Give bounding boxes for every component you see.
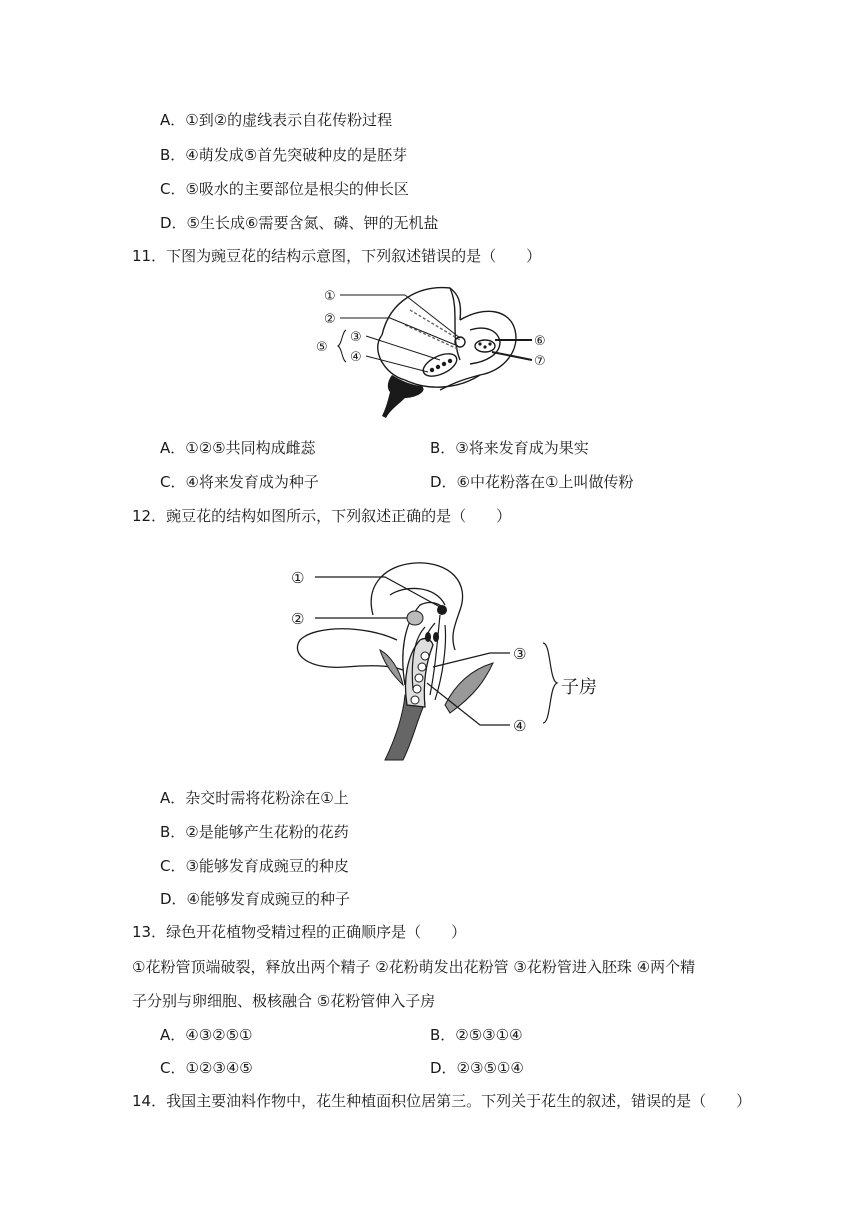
- q11-label-1: ①: [324, 289, 336, 304]
- q11-option-c: C．④将来发育成为种子: [160, 473, 319, 491]
- q11-label-6: ⑥: [534, 334, 546, 349]
- q12-option-c: C．③能够发育成豌豆的种皮: [160, 857, 349, 875]
- q11-option-a: A．①②⑤共同构成雌蕊: [160, 439, 316, 457]
- q11-label-3: ③: [350, 330, 362, 345]
- q10-option-c: C．⑤吸水的主要部位是根尖的伸长区: [160, 180, 409, 198]
- q12-label-1: ①: [291, 569, 305, 587]
- q12-option-b: B．②是能够产生花粉的花药: [160, 823, 349, 841]
- q12-ovary-caption: 子房: [561, 677, 597, 698]
- q11-option-d: D．⑥中花粉落在①上叫做传粉: [430, 473, 634, 491]
- q12-option-a: A．杂交时需将花粉涂在①上: [160, 789, 349, 807]
- q12-option-d: D．④能够发育成豌豆的种子: [160, 890, 350, 908]
- q13-option-c: C．①②③④⑤: [160, 1059, 253, 1077]
- q13-stem: 13．绿色开花植物受精过程的正确顺序是（ ）: [132, 923, 467, 941]
- q12-pea-flower-diagram: [285, 555, 610, 765]
- q11-option-b: B．③将来发育成为果实: [430, 439, 589, 457]
- q13-option-a: A．④③②⑤①: [160, 1026, 253, 1044]
- q12-stem: 12．豌豆花的结构如图所示，下列叙述正确的是（ ）: [132, 507, 512, 525]
- q14-stem: 14．我国主要油料作物中，花生种植面积位居第三。下列关于花生的叙述，错误的是（ ）: [132, 1092, 752, 1110]
- q10-option-b: B．④萌发成⑤首先突破种皮的是胚芽: [160, 146, 408, 164]
- q13-body-line-1: ①花粉管顶端破裂，释放出两个精子 ②花粉萌发出花粉管 ③花粉管进入胚珠 ④两个精: [132, 958, 696, 976]
- q10-option-d: D．⑤生长成⑥需要含氮、磷、钾的无机盐: [160, 214, 439, 232]
- q13-option-b: B．②⑤③①④: [430, 1026, 523, 1044]
- q12-label-2: ②: [291, 610, 305, 628]
- q11-pea-flower-diagram: [310, 280, 560, 420]
- q13-body-line-2: 子分别与卵细胞、极核融合 ⑤花粉管伸入子房: [132, 992, 436, 1010]
- q11-label-2: ②: [324, 312, 336, 327]
- q13-option-d: D．②③⑤①④: [430, 1059, 524, 1077]
- q12-label-4: ④: [513, 717, 527, 735]
- q11-stem: 11．下图为豌豆花的结构示意图，下列叙述错误的是（ ）: [132, 247, 542, 265]
- q11-label-7: ⑦: [534, 354, 546, 369]
- q11-label-5: ⑤: [316, 340, 328, 355]
- q12-label-3: ③: [513, 645, 527, 663]
- q10-option-a: A．①到②的虚线表示自花传粉过程: [160, 111, 393, 129]
- q11-label-4: ④: [350, 350, 362, 365]
